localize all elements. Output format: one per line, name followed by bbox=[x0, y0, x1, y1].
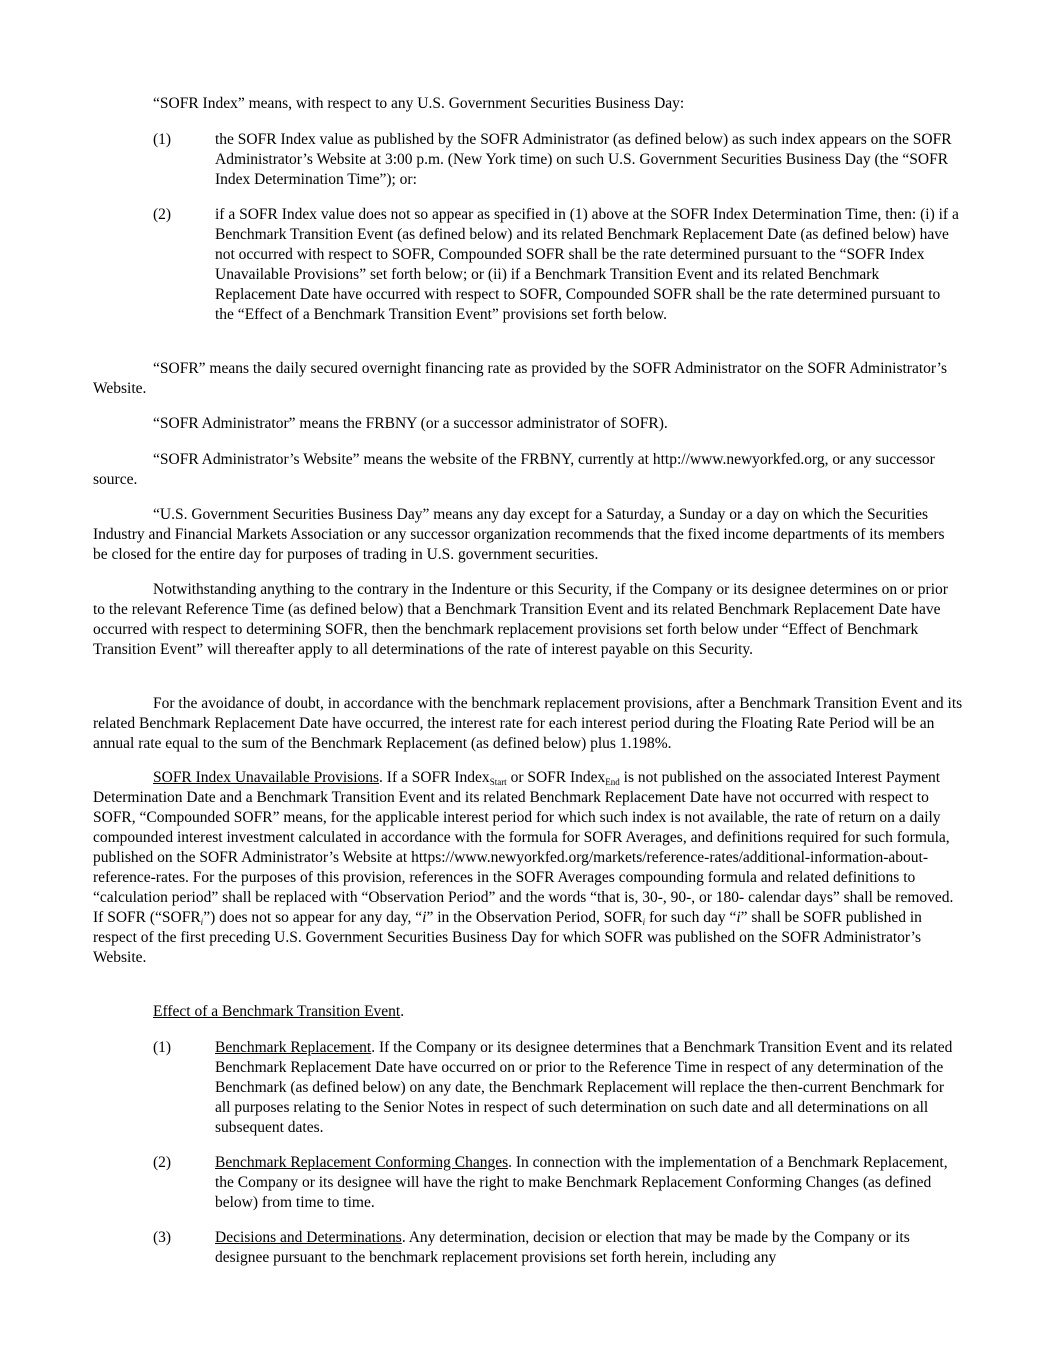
sofr-index-item-2 bbox=[153, 205, 963, 325]
item-number: (3) bbox=[153, 1229, 172, 1246]
section-heading: SOFR Index Unavailable Provisions bbox=[153, 769, 380, 786]
paragraph-sofr-administrator: “SOFR Administrator” means the FRBNY (or a successor administrator of SOFR). bbox=[153, 415, 668, 432]
item-text: Benchmark Replacement. If the Company or its designee determines that a Benchmark Transition Event and its related Benchmark Replacement Date have occurred on or prior to the Reference Time in respect of any determination of the Benchmark (as defined below) on any date, the Benchmark Replacement will replace the then-current Benchmark for all purposes relating to the Senior Notes in respect of such determination on such date and all determinations on all subsequent dates. bbox=[215, 1039, 953, 1136]
item-text: Decisions and Determinations. Any determination, decision or election that may be made by the Company or its designee pursuant to the benchmark replacement provisions set forth herein, including any bbox=[215, 1229, 910, 1266]
item-number: (1) bbox=[153, 131, 172, 148]
item-title: Benchmark Replacement bbox=[215, 1039, 372, 1056]
paragraph-effect-heading: Effect of a Benchmark Transition Event. bbox=[153, 1003, 405, 1020]
sofr-index-item-1 bbox=[153, 130, 963, 190]
paragraph-sofr-definition: “SOFR” means the daily secured overnight financing rate as provided by the SOFR Administrator on the SOFR Administrator’s Website. bbox=[93, 360, 947, 397]
item-number: (2) bbox=[153, 206, 172, 223]
item-number: (1) bbox=[153, 1039, 172, 1056]
paragraph-business-day: “U.S. Government Securities Business Day” means any day except for a Saturday, a Sunday or a day on which the Securities Industry and Financial Markets Association or any successor organization recommends that the fixed income departments of its members be closed for the entire day for purposes of trading in U.S. government securities. bbox=[93, 506, 945, 563]
item-text: the SOFR Index value as published by the SOFR Administrator (as defined below) as such index appears on the SOFR Administrator’s Website at 3:00 p.m. (New York time) on such U.S. Government Securities Business Day (the “SOFR Index Determination Time”); or: bbox=[215, 131, 952, 188]
item-title: Benchmark Replacement Conforming Changes bbox=[215, 1154, 509, 1171]
effect-item-1 bbox=[153, 1038, 963, 1138]
item-title: Decisions and Determinations bbox=[215, 1229, 402, 1246]
paragraph-avoidance-of-doubt: For the avoidance of doubt, in accordance with the benchmark replacement provisions, after a Benchmark Transition Event and its related Benchmark Replacement Date have occurred, the interest rate for each interest period during the Floating Rate Period will be an annual rate equal to the sum of the Benchmark Replacement (as defined below) plus 1.198%. bbox=[93, 695, 963, 752]
paragraph-sofr-administrator-website: “SOFR Administrator’s Website” means the website of the FRBNY, currently at http://www.newyorkfed.org, or any successor source. bbox=[93, 451, 935, 488]
section-heading: Effect of a Benchmark Transition Event bbox=[153, 1003, 401, 1020]
item-text: Benchmark Replacement Conforming Changes. In connection with the implementation of a Benchmark Replacement, the Company or its designee will have the right to make Benchmark Replacement Conforming Changes (as defined below) from time to time. bbox=[215, 1154, 948, 1211]
item-text: if a SOFR Index value does not so appear as specified in (1) above at the SOFR Index Determination Time, then: (i) if a Benchmark Transition Event (as defined below) and its related Benchmark Replacement Date (as defined below) have not occurred with respect to SOFR, Compounded SOFR shall be the rate determined pursuant to the “SOFR Index Unavailable Provisions” set forth below; or (ii) if a Benchmark Transition Event and its related Benchmark Replacement Date have occurred with respect to SOFR, Compounded SOFR shall be the rate determined pursuant to the “Effect of a Benchmark Transition Event” provisions set forth below. bbox=[215, 206, 959, 323]
effect-item-3 bbox=[153, 1228, 963, 1268]
paragraph-sofr-index-unavailable: SOFR Index Unavailable Provisions. If a SOFR Index$_{Start}$ or SOFR Index$_{End}$ is not published on the associated Interest Payment Determination Date and a Benchmark Transition Event and its related Benchmark Replacement Date have not occurred with respect to SOFR, “Compounded SOFR” means, for the applicable interest period for which such index is not available, the rate of return on a daily compounded interest investment calculated in accordance with the formula for SOFR Averages, and definitions required for such formula, published on the SOFR Administrator’s Website at https://www.newyorkfed.org/markets/reference-rates/additional-information-about-reference-rates. For the purposes of this provision, references in the SOFR Averages compounding formula and related definitions to “calculation period” shall be replaced with “Observation Period” and the words “that is, 30-, 90-, or 180- calendar days” shall be removed. If SOFR $(“SOFR_i”)$ does not so appear for any day, “i” in the Observation Period, $SOFR_i$ for such day “i” shall be SOFR published in respect of the first preceding U.S. Government Securities Business Day for which SOFR was published on the SOFR Administrator’s Website. bbox=[93, 769, 954, 966]
paragraph-notwithstanding: Notwithstanding anything to the contrary in the Indenture or this Security, if the Company or its designee determines on or prior to the relevant Reference Time (as defined below) that a Benchmark Transition Event and its related Benchmark Replacement Date have occurred with respect to determining SOFR, then the benchmark replacement provisions set forth below under “Effect of Benchmark Transition Event” will thereafter apply to all determinations of the rate of interest payable on this Security. bbox=[93, 581, 948, 658]
item-number: (2) bbox=[153, 1154, 172, 1171]
paragraph-sofr-index-definition: “SOFR Index” means, with respect to any U.S. Government Securities Business Day: bbox=[153, 95, 685, 112]
effect-item-2 bbox=[153, 1153, 963, 1213]
